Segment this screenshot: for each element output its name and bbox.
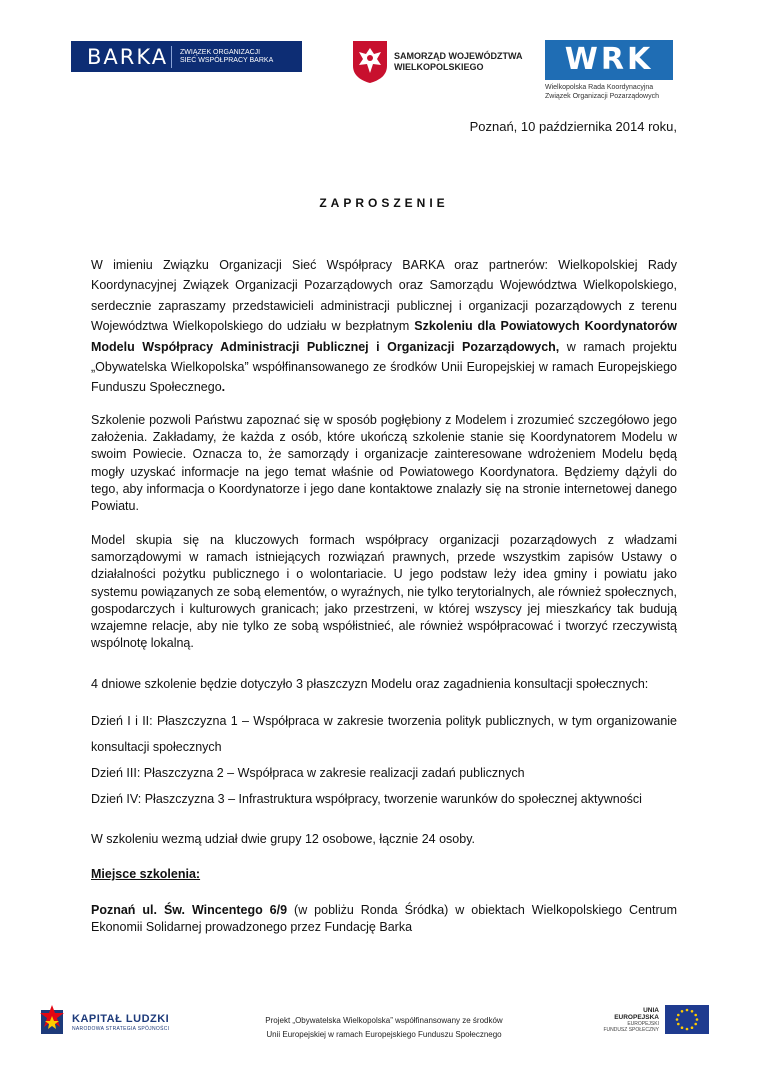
eu-subtitle	[597, 1021, 659, 1033]
samorzad-line2: WIELKOPOLSKIEGO	[394, 62, 484, 72]
kapital-title: KAPITAŁ LUDZKI	[72, 1012, 170, 1025]
samorzad-logo	[352, 40, 523, 84]
wrk-subtitle-line2: Związek Organizacji Pozarządowych	[545, 93, 659, 100]
document-date: Poznań, 10 października 2014 roku,	[469, 119, 677, 134]
wrk-subtitle	[545, 83, 673, 101]
eagle-shield-icon	[352, 40, 388, 84]
wrk-mark: WRK	[545, 40, 673, 80]
paragraph-place	[91, 902, 677, 936]
footer-note-line2: Unii Europejskiej w ramach Europejskiego Funduszu Społecznego	[266, 1030, 502, 1039]
schedule-day-1-2: Dzień I i II: Płaszczyzna 1 – Współpraca w zakresie tworzenia polityk publicznych, w tym organizowanie konsultacji społecznych	[91, 714, 677, 754]
document-title: ZAPROSZENIE	[319, 196, 449, 210]
p1-period: .	[221, 380, 226, 395]
kapital-subtitle: NARODOWA STRATEGIA SPÓJNOŚCI	[72, 1025, 170, 1032]
eu-title: UNIA EUROPEJSKA	[614, 1006, 659, 1021]
samorzad-text	[394, 51, 523, 73]
schedule-day-4: Dzień IV: Płaszczyzna 3 – Infrastruktura współpracy, tworzenie warunków do społecznej aktywności	[91, 792, 642, 806]
p1-project: w ramach projektu „Obywatelska Wielkopolska” współfinansowanego ze środków Unii Europejskiej w ramach Europejskiego Funduszu Społecznego	[91, 339, 677, 395]
barka-divider	[171, 46, 172, 68]
barka-subtitle-line1: ZWIĄZEK ORGANIZACJI	[180, 48, 261, 56]
schedule-list	[91, 708, 677, 812]
barka-subtitle-line2: SIEĆ WSPÓŁPRACY BARKA	[180, 56, 274, 64]
paragraph-model: Model skupia się na kluczowych formach współpracy organizacji pozarządowych z władzami samorządowymi w ramach istniejących rozwiązań prawnych, przede wszystkim zapisów Ustawy o działalności pożytku publicznego i o wolontariacie. U jego podstaw leży idea gminy i powiatu jako systemu powiązanych ze sobą elementów, o wyraźnych, nie tylko terytorialnych, ale również społecznych, gospodarczych i kulturowych granicach; jako przestrzeni, w której wszyscy jej mieszkańcy tak budują wzajemne relacje, aby nie tylko ze sobą współistnieć, ale również współpracować i tworzyć rzeczywistą wspólnotę lokalną.	[91, 533, 677, 651]
eu-logo	[597, 1005, 709, 1034]
wrk-subtitle-line1: Wielkopolska Rada Koordynacyjna	[545, 84, 654, 91]
samorzad-line1: SAMORZĄD WOJEWÓDZTWA	[394, 51, 523, 61]
paragraph-participants: W szkoleniu wezmą udział dwie grupy 12 osobowe, łącznie 24 osoby.	[91, 832, 475, 846]
place-description: (w pobliżu Ronda Śródka) w obiektach Wielkopolskiego Centrum Ekonomii Solidarnej prowadzonego przez Fundację Barka	[91, 903, 677, 935]
eu-subtitle-line2: FUNDUSZ SPOŁECZNY	[603, 1026, 659, 1033]
p1-training-name: Szkoleniu dla Powiatowych Koordynatorów Modelu Współpracy Administracji Publicznej i Organizacji Pozarządowych,	[91, 319, 677, 354]
p1-text: W imieniu Związku Organizacji Sieć Współpracy BARKA oraz partnerów: Wielkopolskiej Rady Koordynacyjnej Związek Organizacji Pozarządowych oraz Samorządu Województwa Wielkopolskiego, serdecznie zapraszamy przedstawicieli administracji publicznej i organizacji pozarządowych z terenu Województwa Wielkopolskiego do udziału w bezpłatnym	[91, 258, 677, 334]
paragraph-schedule-intro: 4 dniowe szkolenie będzie dotyczyło 3 płaszczyzn Modelu oraz zagadnienia konsultacji społecznych:	[91, 677, 649, 691]
eu-subtitle-line1: EUROPEJSKI	[627, 1020, 659, 1027]
barka-wordmark: BARKA	[87, 44, 169, 69]
footer-note-line1: Projekt „Obywatelska Wielkopolska” współfinansowany ze środków	[265, 1016, 503, 1025]
barka-subtitle	[180, 49, 273, 65]
paragraph-invitation	[91, 255, 677, 398]
wrk-logo	[545, 40, 673, 101]
barka-logo	[71, 41, 302, 72]
place-address: Poznań ul. Św. Wincentego 6/9	[91, 903, 288, 917]
eu-flag-icon	[665, 1005, 709, 1034]
paragraph-goals: Szkolenie pozwoli Państwu zapoznać się w sposób pogłębiony z Modelem i zrozumieć szczegółowo jego założenia. Zakładamy, że każda z osób, które ukończą szkolenie stanie się Koordynatorem Modelu w swoim Powiecie. Oznacza to, że samorządy i organizacje zainteresowane wdrożeniem Modelu będą mogły uzyskać informacje na jego temat właśnie od Powiatowego Koordynatora. Będziemy dążyli do tego, aby informacja o Koordynatorze i jego dane kontaktowe znalazły się na stronie internetowej danego Powiatu.	[91, 413, 677, 514]
place-heading: Miejsce szkolenia:	[91, 867, 201, 881]
schedule-day-3: Dzień III: Płaszczyzna 2 – Współpraca w zakresie realizacji zadań publicznych	[91, 766, 525, 780]
